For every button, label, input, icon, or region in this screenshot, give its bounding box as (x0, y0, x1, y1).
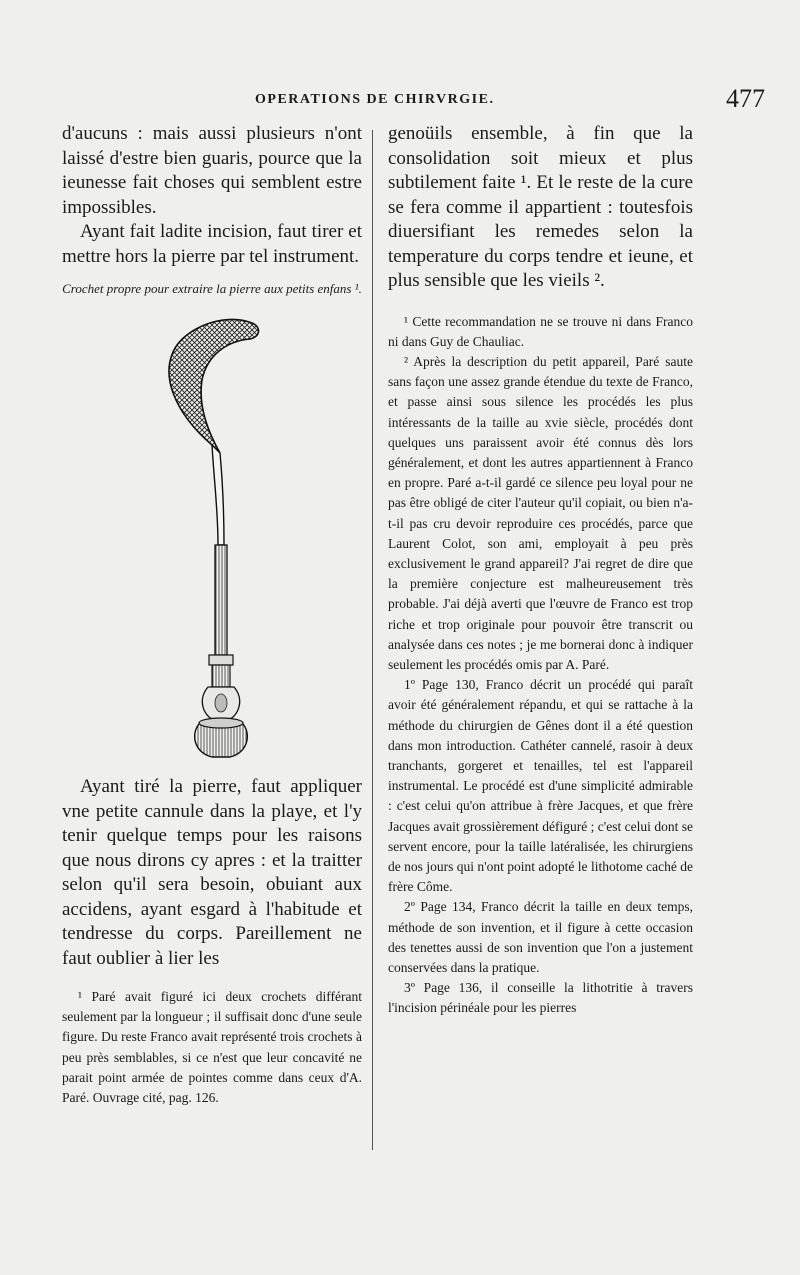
column-divider (372, 130, 373, 1150)
left-footnote-1: ¹ Paré avait figuré ici deux crochets différant seulement par la longueur ; il suffisait donc d'une seule figure. Du reste Franco avait représenté trois crochets à peu près semblables, si ce n'est que leur concavité ne parait point armée de pointes comme dans ceux d'A. Paré. Ouvrage cité, pag. 126. (62, 989, 362, 1106)
left-paragraph-1: d'aucuns : mais aussi plusieurs n'ont laissé d'estre bien guaris, pource que la ieunesse fait choses qui semblent estre impossibles. (62, 123, 362, 218)
right-footnote-2-item-1: 1º Page 130, Franco décrit un procédé qui paraît avoir été généralement répandu, et qui se rattache à la méthode du chirurgien de Gênes dont il a été question dans mon introduction. Cathéter cannelé, rasoir à deux tranchants, gorgeret et tenailles, tel est l'appareil instrumental. Le procédé est d'une simplicité admirable : c'est celui qu'on attribue à frère Jacques, et que frère Jacques avait grossièrement défiguré ; c'est celui dont se servent encore, pour la taille latéralisée, les chirurgiens de nos jours qui n'ont point adopté le lithotome caché de frère Côme. (388, 677, 693, 895)
crochet-figure (62, 305, 362, 775)
right-footnote-2-item-2: 2º Page 134, Franco décrit la taille en deux temps, méthode de son invention, et il figure à cette occasion des tenettes aussi de son invention que l'on a justement conservées dans la pratique. (388, 899, 693, 975)
running-header (255, 84, 775, 118)
page-number: 477 (726, 84, 765, 113)
figure-caption: Crochet propre pour extraire la pierre aux petits enfans ¹. (62, 281, 362, 296)
right-footnote-2: ² Après la description du petit appareil, Paré saute sans façon une assez grande étendue du texte de Franco, et passe ainsi sous silence les procédés les plus intéressants de la taille au xvie siècle, procédés dont quelques uns paraissent avoir été connus dès lors généralement, et dont les autres appartiennent à Franco en propre. Paré a-t-il gardé ce silence peu loyal pour ne pas être obligé de citer l'auteur qu'il copiait, ou bien n'a-t-il pas cru devoir reproduire ces procédés, parce que Laurent Colot, son ami, employait à peu près exclusivement le grand appareil? J'ai regret de dire que la première conjecture est malheureusement très probable. J'ai déjà averti que l'œuvre de Franco est trop riche et trop originale pour pouvoir être transcrit ou analysée dans ces notes ; je me bornerai donc à indiquer seulement les procédés omis par A. Paré. (388, 353, 693, 672)
left-paragraph-2: Ayant fait ladite incision, faut tirer et mettre hors la pierre par tel instrument. (62, 221, 362, 267)
left-paragraph-3: Ayant tiré la pierre, faut appliquer vne petite cannule dans la playe, et l'y tenir quelque temps pour les raisons que nous dirons cy apres : et la traitter selon qu'il sera besoin, obuiant aux accidens, ayant esgard à l'habitude et tendresse du corps. Pareillement ne faut oublier à lier les (62, 776, 362, 969)
left-column (62, 122, 362, 1108)
right-paragraph-1: genoüils ensemble, à fin que la consolidation soit mieux et plus subtilement faite ¹. Et le reste de la cure se fera comme il appartient : toutesfois diuersifiant les remedes selon la temperature du corps tendre et ieune, et plus sensible que les vieils ². (388, 123, 693, 291)
right-footnote-2-item-3: 3º Page 136, il conseille la lithotritie à travers l'incision périnéale pour les pierres (388, 980, 693, 1016)
right-footnote-1: ¹ Cette recommandation ne se trouve ni dans Franco ni dans Guy de Chauliac. (388, 313, 693, 349)
running-title: OPERATIONS DE CHIRVRGIE. (255, 92, 495, 107)
right-column (388, 122, 693, 1019)
crochet-illustration (62, 305, 362, 775)
